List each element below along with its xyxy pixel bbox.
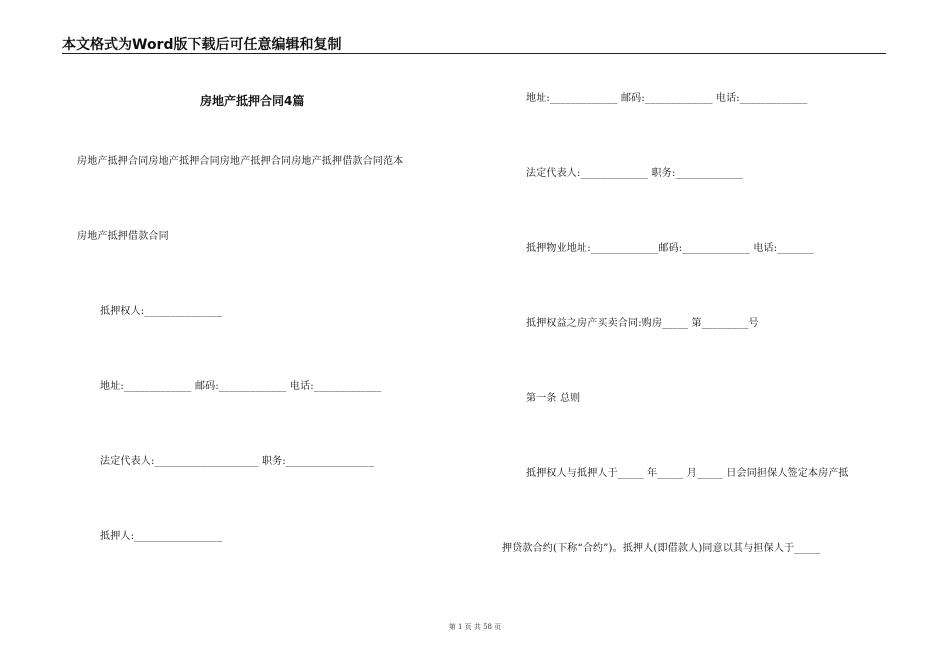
agreement-paragraph-line-2: 押贷款合约(下称“合约”)。抵押人(即借款人)同意以其与担保人于_____ <box>502 543 821 554</box>
document-banner: 本文格式为Word版下载后可任意编辑和复制 <box>62 37 342 53</box>
mortgagor-representative-line: 法定代表人:_____________ 职务:_____________ <box>526 168 744 179</box>
page-indicator: 第 1 页 共 58 页 <box>448 623 502 631</box>
mortgagor-address-line: 地址:_____________ 邮码:_____________ 电话:_____________ <box>526 93 808 104</box>
mortgagor-line: 抵押人:_________________ <box>100 531 223 542</box>
purchase-contract-line: 抵押权益之房产买卖合同:购房_____ 第_________号 <box>526 318 759 329</box>
agreement-paragraph-line-1: 抵押权人与抵押人于_____ 年_____ 月_____ 日会同担保人签定本房产抵 <box>526 468 849 479</box>
document-title: 房地产抵押合同4篇 <box>200 94 305 108</box>
section-heading-general: 第一条 总则 <box>526 393 581 404</box>
mortgagee-representative-line: 法定代表人:____________________ 职务:_________________ <box>100 456 375 467</box>
mortgagee-line: 抵押权人:_______________ <box>100 306 223 317</box>
left-paragraph-1: 房地产抵押合同房地产抵押合同房地产抵押合同房地产抵押借款合同范本 <box>77 156 404 167</box>
property-address-line: 抵押物业地址:_____________邮码:_____________ 电话:_______ <box>526 243 814 254</box>
banner-divider <box>62 53 886 54</box>
mortgagee-address-line: 地址:_____________ 邮码:_____________ 电话:_____________ <box>100 381 382 392</box>
left-paragraph-2: 房地产抵押借款合同 <box>77 231 169 242</box>
